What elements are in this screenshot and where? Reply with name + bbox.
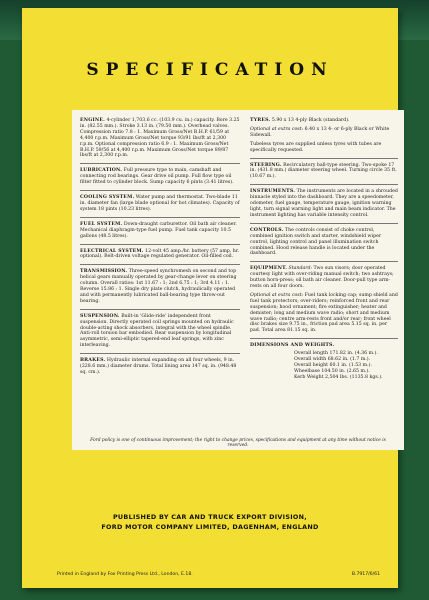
spec-suspension: SUSPENSION. Built-in 'Glide-ride' independent front suspension. Directly operated coil springs mounted on hydraulic double-acting shock absorbers, integral with the wheel spindle. Anti-roll torsion bar embodied. Rear suspension by longitudinal asymmetric, semi-elliptic tapered-end leaf springs, with zinc interleaving. bbox=[80, 313, 234, 349]
brochure-page bbox=[22, 8, 398, 588]
page-title: SPECIFICATION bbox=[86, 60, 334, 80]
spec-engine: ENGINE. 4-cylinder 1,703.6 cc. (103.9 cu. in.) capacity. Bore 3.25 in. (82.55 mm.). Stroke 3.13 in. (79.50 mm.). Overhead valves. Compression ratio 7.8 : 1. Maximum Gross/Net B.H.P. 61/59 at 4,400 r.p.m. Maximum Gross/Net torque 93/91 lbs/ft at 2,300 r.p.m. Optional compression ratio 6.9 : 1. Maximum Gross/Net B.H.P. 59/56 at 4,400 r.p.m. Maximum Gross/Net torque 89/87 lbs/ft at 2,300 r.p.m. bbox=[80, 118, 240, 159]
divider bbox=[250, 223, 398, 224]
dimension-row: Wheelbase 104.50 in. (2.65 m.). bbox=[294, 368, 370, 374]
divider bbox=[80, 190, 240, 191]
spec-lubrication: LUBRICATION. Full pressure type to main, camshaft and connecting rod bearings. Gear drive oil pump. Full flow type oil filter fitted to cylinder block. Sump capacity 6 pints (3.41 litres). bbox=[80, 168, 234, 186]
right-column bbox=[250, 118, 398, 381]
dimension-row: Overall length 171.82 in. (4.36 m.). bbox=[294, 351, 378, 357]
publisher-line-1: PUBLISHED BY CAR AND TRUCK EXPORT DIVISION, bbox=[112, 513, 308, 521]
spec-fuel: FUEL SYSTEM. Down-draught carburettor. Oil bath air cleaner. Mechanical diaphragm-type fuel pump. Fuel tank capacity 10.5 gallons (48.5 litres). bbox=[80, 221, 237, 239]
divider bbox=[250, 261, 398, 262]
publisher-block bbox=[22, 512, 398, 532]
spec-dimensions: DIMENSIONS AND WEIGHTS. Overall length 171.82 in. (4.36 m.). Overall width 68.62 in. (1.7 m.). Overall height 60.1 in. (1.53 m.). Wheelbase 104.50 in. (2.65 m.). Kerb Weight 2,504 lbs. (1135.8 kgs.). bbox=[250, 343, 398, 380]
divider bbox=[80, 217, 240, 218]
divider bbox=[80, 163, 240, 164]
spec-equipment: EQUIPMENT. Standard: Two sun visors; door operated courtesy light with over-riding manual switch; two ashtrays; button horn-press; oil bath air cleaner. Door-pull type arm-rests on all four doors. Optional at extra cost: Fuel tank locking cap; sump shield and fuel tank protectors; over-riders; reinforced front and rear suspension; hood ornament; fire extinguisher; heater and demister; long and medium wave radio; short and medium wave radio; centre arm-rests front and/or rear; front wheel disc brakes size 9.75 in., friction pad area 5.15 sq. in. per pad. Total area 81.15 sq. in. bbox=[250, 266, 398, 334]
spec-steering: STEERING. Recirculatory ball-type steering. Two-spoke 17 in. (431.8 mm.) diameter steering wheel. Turning circle 35 ft. (10.67 m.). bbox=[250, 162, 397, 180]
dimension-row: Overall width 68.62 in. (1.7 m.). bbox=[294, 357, 371, 363]
divider bbox=[80, 353, 240, 354]
dimensions-list bbox=[250, 351, 398, 381]
printer-credit: Printed in England by Fox Printing Press Ltd., London, E.18. bbox=[57, 572, 193, 577]
divider bbox=[250, 184, 398, 185]
divider bbox=[250, 338, 398, 339]
spec-panel bbox=[72, 110, 404, 450]
dimension-row: Kerb Weight 2,504 lbs. (1135.8 kgs.). bbox=[294, 374, 383, 380]
spec-cooling: COOLING SYSTEM. Water pump and thermostat. Two-blade 11 in. diameter fan (large blade optional for hot climates). Capacity of system 18 pints (10.23 litres). bbox=[80, 195, 240, 212]
spec-electrical: ELECTRICAL SYSTEM. 12-volt 45 amp./hr. battery (57 amp. hr. optional). Belt-driven voltage regulated generator. Oil-filled coil. bbox=[80, 248, 239, 260]
dimension-row: Overall height 60.1 in. (1.53 m.). bbox=[294, 363, 372, 368]
footnote: Ford policy is one of continuous improvement; the right to change prices, specifications and equipment at any time without notice is reserved. bbox=[90, 438, 386, 449]
divider bbox=[80, 309, 240, 310]
spec-tyres: TYRES. 5.90 x 13 4-ply Black (standard). Optional at extra cost: 6.40 x 13 4- or 6-ply Black or White Sidewall. Tubeless tyres are supplied unless tyres with tubes are specifically requested. bbox=[250, 118, 390, 153]
divider bbox=[80, 244, 240, 245]
left-column bbox=[80, 118, 240, 376]
spec-transmission: TRANSMISSION. Three-speed synchromesh on second and top helical gears manually operated by gear-change lever on steering column. Overall ratios: 1st 11.67 : 1; 2nd 6.75 : 1; 3rd 4.11 : 1. Reverse 15.86 : 1. Single dry plate clutch, hydraulically operated and with permanently lubricated ball-bearing type throw-out bearing. bbox=[80, 269, 237, 304]
publication-code: B.7917/6/61 bbox=[351, 572, 380, 577]
spec-controls: CONTROLS. The controls consist of choke control, combined ignition switch and starter, windshield wiper control, lighting control and panel illumination switch combined. Hood release handle is located under the dashboard. bbox=[250, 227, 382, 257]
spec-brakes: BRAKES. Hydraulic internal expanding on all four wheels, 9 in. (228.6 mm.) diameter drums. Total lining area 147 sq. in. (948.48 sq. cm.). bbox=[80, 358, 237, 375]
divider bbox=[80, 264, 240, 265]
divider bbox=[250, 158, 398, 159]
publisher-line-2: FORD MOTOR COMPANY LIMITED, DAGENHAM, ENGLAND bbox=[101, 523, 319, 531]
spec-instruments: INSTRUMENTS. The instruments are located in a shrouded binnacle styled into the dashboard. They are a speedometer, odometer, fuel gauge, temperature gauge, ignition warning light, turn signal warning light and main beam indicator. The instrument lighting has variable intensity control. bbox=[250, 189, 398, 218]
